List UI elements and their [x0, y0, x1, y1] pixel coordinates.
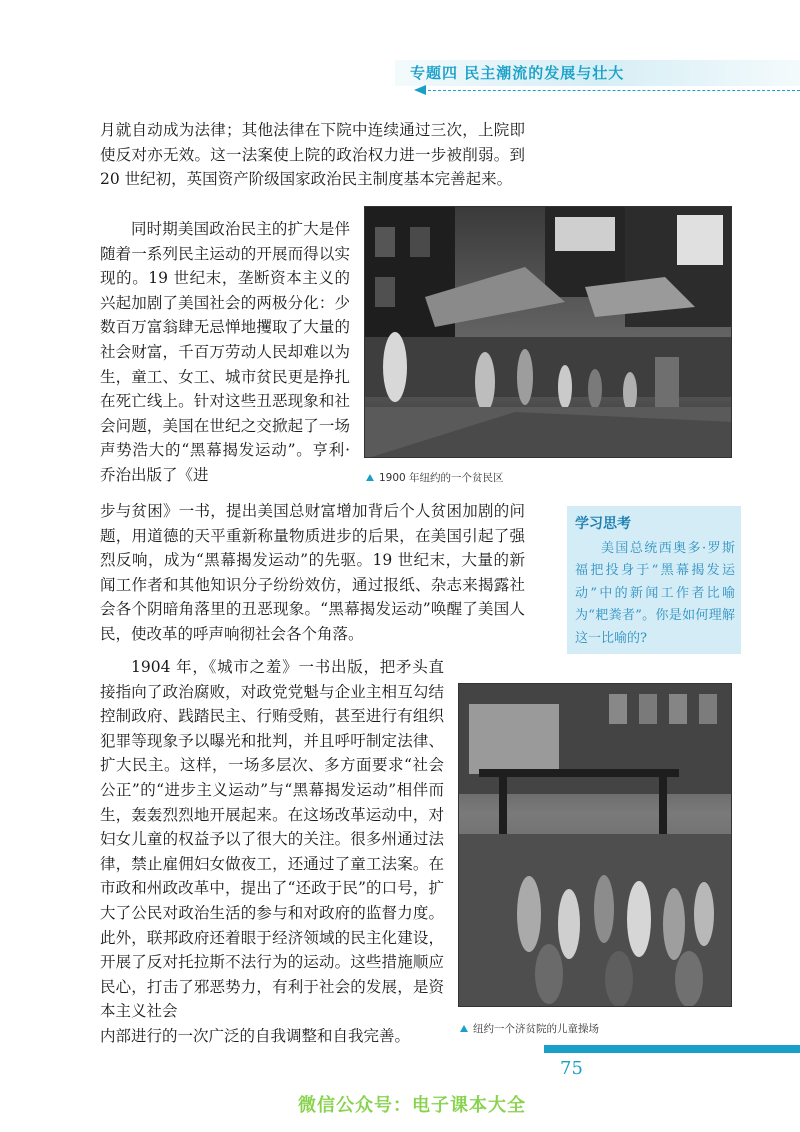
watermark-text: 微信公众号：电子课本大全	[298, 1095, 526, 1116]
page-number: 75	[560, 1058, 583, 1079]
caption-triangle-icon	[460, 1025, 468, 1032]
paragraph-3a: 1904 年，《城市之羞》一书出版，把矛头直接指向了政治腐败，对政党党魁与企业主相互勾结控制政府、践踏民主、行贿受贿，甚至进行有组织犯罪等现象予以曝光和批判，并且呼吁制定法律、扩大民主。这样，一场多层次、多方面要求“社会公正”的“进步主义运动”与“黑幕揭发运动”相伴而生，轰轰烈烈地开展起来。在这场改革运动中，对妇女儿童的权益予以了很大的关注。很多州通过法律，禁止雇佣妇女做夜工，还通过了童工法案。在市政和州政改革中，提出了“还政于民”的口号，扩大了公民对政治生活的参与和对政府的监督力度。此外，联邦政府还着眼于经济领域的民主化建设，开展了反对托拉斯不法行为的运动。这些措施顺应民心，打击了邪恶势力，有利于社会的发展，是资本主义社会	[100, 658, 444, 1021]
text-block-middle	[100, 499, 525, 647]
header-rule	[428, 90, 800, 91]
photo-slum-1900	[364, 206, 732, 458]
caption-triangle-icon	[366, 474, 374, 481]
text-block-top	[100, 118, 525, 192]
text-block-left-2	[100, 655, 444, 1024]
footer-bar	[544, 1045, 800, 1053]
paragraph-2a: 同时期美国政治民主的扩大是伴随着一系列民主运动的开展而得以实现的。19 世纪末，垄断资本主义的兴起加剧了美国社会的两极分化：少数百万富翁肆无忌惮地攫取了大量的社会财富，千百万劳动人民却难以为生，童工、女工、城市贫民更是挣扎在死亡线上。针对这些丑恶现象和社会问题，美国在世纪之交掀起了一场声势浩大的“黑幕揭发运动”。亨利·乔治出版了《进	[100, 220, 350, 484]
photo-caption-1: 1900 年纽约的一个贫民区	[366, 470, 504, 485]
photo-caption-2: 纽约一个济贫院的儿童操场	[460, 1021, 599, 1036]
header-arrow-icon	[414, 85, 426, 95]
paragraph-1: 月就自动成为法律；其他法律在下院中连续通过三次，上院即使反对亦无效。这一法案使上院的政治权力进一步被削弱。到 20 世纪初，英国资产阶级国家政治民主制度基本完善起来。	[100, 121, 525, 189]
paragraph-2b: 步与贫困》一书，提出美国总财富增加背后个人贫困加剧的问题，用道德的天平重新称量物质进步的后果，在美国引起了强烈反响，成为“黑幕揭发运动”的先驱。19 世纪末，大量的新闻工作者和其他知识分子纷纷效仿，通过报纸、杂志来揭露社会各个阴暗角落里的丑恶现象。“黑幕揭发运动”唤醒了美国人民，使改革的呼声响彻社会各个角落。	[100, 502, 525, 643]
study-title: 学习思考	[575, 516, 631, 532]
photo-children-playground	[458, 683, 732, 1007]
chapter-title: 专题四 民主潮流的发展与壮大	[410, 64, 625, 82]
text-block-bottom	[100, 1024, 444, 1049]
text-block-left-1	[100, 217, 350, 488]
paragraph-3b: 内部进行的一次广泛的自我调整和自我完善。	[100, 1027, 411, 1045]
study-body: 美国总统西奥多·罗斯福把投身于“黑幕揭发运动”中的新闻工作者比喻为“耙粪者”。你是如何理解这一比喻的?	[575, 541, 735, 646]
study-box	[567, 506, 741, 654]
